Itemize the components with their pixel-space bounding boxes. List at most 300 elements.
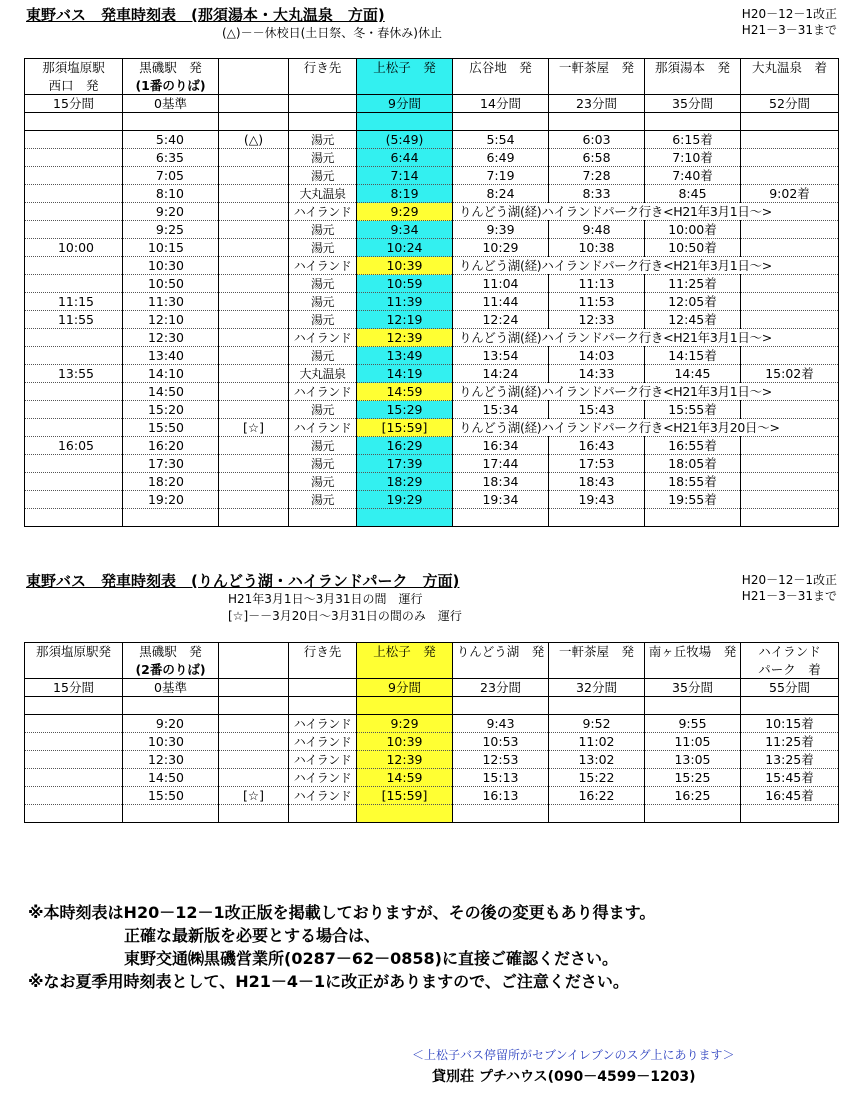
table-cell: 10:59 (357, 275, 453, 293)
column-header: (2番のりば) (123, 660, 219, 679)
table-cell: ハイランド (289, 203, 357, 221)
table-cell: 18:20 (123, 473, 219, 491)
table-cell (219, 293, 289, 311)
table-row (25, 401, 839, 419)
column-header: 上松子 発 (357, 643, 453, 661)
table-cell (741, 311, 839, 329)
table-cell: 15:13 (453, 769, 549, 787)
table-cell (219, 329, 289, 347)
table-cell: 16:13 (453, 787, 549, 805)
spacer-row (25, 805, 839, 823)
table-cell (741, 697, 839, 715)
column-header (357, 76, 453, 95)
table-cell: 16:20 (123, 437, 219, 455)
table-cell (357, 113, 453, 131)
table-cell (741, 113, 839, 131)
table-cell: 16:29 (357, 437, 453, 455)
table-cell (741, 437, 839, 455)
table-cell: 11:25着 (645, 275, 741, 293)
table-cell (219, 455, 289, 473)
offset-cell: 0基準 (123, 95, 219, 113)
table-cell (25, 733, 123, 751)
table-cell: 大丸温泉 (289, 365, 357, 383)
column-header: ハイランド (741, 643, 839, 661)
table-row (25, 491, 839, 509)
table-cell: 11:15 (25, 293, 123, 311)
table-cell (25, 491, 123, 509)
table-cell: 湯元 (289, 149, 357, 167)
table-cell: 10:30 (123, 733, 219, 751)
offset-row (25, 679, 839, 697)
offset-cell: 52分間 (741, 95, 839, 113)
table-cell: 9:25 (123, 221, 219, 239)
column-header: (1番のりば) (123, 76, 219, 95)
table-cell: 湯元 (289, 293, 357, 311)
column-header: パーク 着 (741, 660, 839, 679)
section1-revision (742, 6, 837, 38)
table-cell (25, 473, 123, 491)
table-cell (453, 509, 549, 527)
table-cell (25, 149, 123, 167)
column-header (357, 660, 453, 679)
table-cell (741, 473, 839, 491)
column-header (289, 76, 357, 95)
table-cell: ハイランド (289, 715, 357, 733)
table-cell (357, 697, 453, 715)
table-cell: 湯元 (289, 239, 357, 257)
table-cell: [☆] (219, 419, 289, 437)
offset-cell: 9分間 (357, 679, 453, 697)
table-row (25, 751, 839, 769)
table-cell: ハイランド (289, 257, 357, 275)
column-header: 上松子 発 (357, 59, 453, 77)
column-header: 西口 発 (25, 76, 123, 95)
table-cell (741, 239, 839, 257)
table-cell (453, 805, 549, 823)
table-cell: 8:33 (549, 185, 645, 203)
table-cell: 11:30 (123, 293, 219, 311)
table-cell (357, 805, 453, 823)
table-cell (25, 347, 123, 365)
route-note: りんどう湖(経)ハイランドパーク行き<H21年3月1日～> (453, 329, 839, 347)
table-row (25, 455, 839, 473)
table-cell: 16:05 (25, 437, 123, 455)
table-cell: 9:52 (549, 715, 645, 733)
table-cell (289, 805, 357, 823)
table-cell: 16:55着 (645, 437, 741, 455)
table-cell: 16:45着 (741, 787, 839, 805)
table-cell: 10:39 (357, 257, 453, 275)
column-header (219, 76, 289, 95)
table-cell (219, 697, 289, 715)
offset-cell: 35分間 (645, 95, 741, 113)
table-cell: 19:20 (123, 491, 219, 509)
table-cell (25, 697, 123, 715)
table-cell: 10:30 (123, 257, 219, 275)
column-header (453, 660, 549, 679)
table-cell (549, 113, 645, 131)
table-row (25, 275, 839, 293)
table-cell: 6:49 (453, 149, 549, 167)
table-cell: 15:43 (549, 401, 645, 419)
table-cell (25, 113, 123, 131)
table-cell: 6:35 (123, 149, 219, 167)
offset-cell: 35分間 (645, 679, 741, 697)
table-cell: 13:25着 (741, 751, 839, 769)
column-header (219, 643, 289, 661)
section1-title: 東野バス 発車時刻表 (那須湯本・大丸温泉 方面) (26, 6, 385, 24)
table-cell: 9:34 (357, 221, 453, 239)
table-cell: 湯元 (289, 221, 357, 239)
table-cell: 7:19 (453, 167, 549, 185)
table-cell: 12:53 (453, 751, 549, 769)
offset-cell (219, 95, 289, 113)
table-cell (549, 697, 645, 715)
table-cell: 13:05 (645, 751, 741, 769)
table-cell: 9:29 (357, 203, 453, 221)
column-header: 一軒茶屋 発 (549, 643, 645, 661)
table-cell (123, 697, 219, 715)
column-header: りんどう湖 発 (453, 643, 549, 661)
table-cell (645, 697, 741, 715)
table-cell (25, 131, 123, 149)
table-row (25, 437, 839, 455)
table-cell (25, 787, 123, 805)
table-cell (219, 805, 289, 823)
table-cell: 13:54 (453, 347, 549, 365)
table-cell: 10:00着 (645, 221, 741, 239)
table-cell (219, 239, 289, 257)
table-cell: 14:24 (453, 365, 549, 383)
offset-cell: 9分間 (357, 95, 453, 113)
table-cell: 9:20 (123, 203, 219, 221)
table-cell: 6:58 (549, 149, 645, 167)
table-cell (741, 347, 839, 365)
table-cell (741, 167, 839, 185)
table-cell: 19:29 (357, 491, 453, 509)
table-row (25, 203, 839, 221)
column-header (549, 76, 645, 95)
table-cell: 15:50 (123, 787, 219, 805)
table-cell: 湯元 (289, 167, 357, 185)
table-cell: 15:45着 (741, 769, 839, 787)
column-header: 行き先 (289, 59, 357, 77)
table-cell: 11:05 (645, 733, 741, 751)
table-cell: 8:10 (123, 185, 219, 203)
section2-revision (742, 572, 837, 604)
table-cell: 18:34 (453, 473, 549, 491)
table-row (25, 715, 839, 733)
table-cell: ハイランド (289, 787, 357, 805)
table-cell: 8:24 (453, 185, 549, 203)
table-cell: 14:10 (123, 365, 219, 383)
table-cell: 10:50着 (645, 239, 741, 257)
table-cell (741, 509, 839, 527)
table-cell (219, 275, 289, 293)
table-cell: 12:33 (549, 311, 645, 329)
table-cell: 6:15着 (645, 131, 741, 149)
table-cell: (5:49) (357, 131, 453, 149)
table-cell: 12:30 (123, 751, 219, 769)
table-cell (741, 805, 839, 823)
table-cell (219, 473, 289, 491)
valid-until: H21－3－31まで (741, 589, 837, 603)
table-row (25, 329, 839, 347)
table-cell: 15:20 (123, 401, 219, 419)
table-cell: 15:50 (123, 419, 219, 437)
table-cell: ハイランド (289, 383, 357, 401)
table-cell: 15:55着 (645, 401, 741, 419)
table-row (25, 221, 839, 239)
table-cell: 湯元 (289, 437, 357, 455)
column-header (25, 660, 123, 679)
table-cell: 13:49 (357, 347, 453, 365)
column-header: 大丸温泉 着 (741, 59, 839, 77)
table-cell: 10:53 (453, 733, 549, 751)
table-cell: 16:43 (549, 437, 645, 455)
table-cell (741, 221, 839, 239)
table-cell (219, 401, 289, 419)
column-header (219, 660, 289, 679)
table-row (25, 149, 839, 167)
footer-note-1: ※本時刻表はH20－12－1改正版を掲載しておりますが、その後の変更もあり得ます。 (28, 903, 656, 922)
table-row (25, 311, 839, 329)
column-header: 黒磯駅 発 (123, 643, 219, 661)
section2-note-1: H21年3月1日～3月31日の間 運行 (228, 592, 423, 606)
table-cell (25, 203, 123, 221)
offset-cell: 15分間 (25, 95, 123, 113)
spacer-row (25, 509, 839, 527)
offset-cell: 14分間 (453, 95, 549, 113)
table-row (25, 293, 839, 311)
table-cell (219, 365, 289, 383)
table-cell: ハイランド (289, 751, 357, 769)
table-cell (289, 113, 357, 131)
table-cell: 8:45 (645, 185, 741, 203)
table-cell (25, 419, 123, 437)
shop-contact (432, 1066, 696, 1086)
table-cell: 11:13 (549, 275, 645, 293)
table-cell: 9:39 (453, 221, 549, 239)
table-cell (219, 347, 289, 365)
timetable-1 (24, 58, 839, 527)
route-note: りんどう湖(経)ハイランドパーク行き<H21年3月20日～> (453, 419, 839, 437)
footer-note-3: 東野交通㈱黒磯営業所(0287－62－0858)に直接ご確認ください。 (124, 949, 618, 968)
table-cell (219, 203, 289, 221)
table-cell: 13:40 (123, 347, 219, 365)
table-cell (219, 491, 289, 509)
table-cell (219, 751, 289, 769)
table-cell (25, 275, 123, 293)
route-note: りんどう湖(経)ハイランドパーク行き<H21年3月1日～> (453, 257, 839, 275)
table-cell: 19:34 (453, 491, 549, 509)
table-cell (453, 113, 549, 131)
column-header (453, 76, 549, 95)
table-cell: 湯元 (289, 311, 357, 329)
table-cell: 湯元 (289, 455, 357, 473)
table-cell: ハイランド (289, 329, 357, 347)
table-cell: 湯元 (289, 131, 357, 149)
table-cell (25, 401, 123, 419)
table-cell: 9:20 (123, 715, 219, 733)
table-cell: 12:19 (357, 311, 453, 329)
column-header (549, 660, 645, 679)
table-cell: 7:14 (357, 167, 453, 185)
table-cell: 12:30 (123, 329, 219, 347)
table-cell: 5:40 (123, 131, 219, 149)
table-cell (219, 113, 289, 131)
table-cell: 14:59 (357, 769, 453, 787)
table-cell (219, 383, 289, 401)
table-row (25, 347, 839, 365)
table-cell (219, 149, 289, 167)
table-cell (25, 769, 123, 787)
table-cell (741, 131, 839, 149)
table-cell: 9:55 (645, 715, 741, 733)
table-cell: 6:03 (549, 131, 645, 149)
offset-cell: 23分間 (453, 679, 549, 697)
offset-cell: 15分間 (25, 679, 123, 697)
header-row-2 (25, 660, 839, 679)
timetable-2 (24, 642, 839, 823)
table-cell: 12:05着 (645, 293, 741, 311)
table-cell: 湯元 (289, 275, 357, 293)
table-cell: 14:59 (357, 383, 453, 401)
table-cell: 15:25 (645, 769, 741, 787)
table-cell: 14:15着 (645, 347, 741, 365)
table-cell: 10:15着 (741, 715, 839, 733)
table-cell (219, 185, 289, 203)
table-cell: 11:04 (453, 275, 549, 293)
table-cell (25, 751, 123, 769)
table-cell (219, 733, 289, 751)
table-cell: 7:28 (549, 167, 645, 185)
table-cell: 11:25着 (741, 733, 839, 751)
table-cell (219, 167, 289, 185)
bus-stop-note: ＜上松子バス停留所がセブンイレブンのスグ上にあります＞ (412, 1048, 735, 1062)
table-cell: ハイランド (289, 419, 357, 437)
table-cell: 8:19 (357, 185, 453, 203)
table-cell (25, 715, 123, 733)
table-cell: 13:02 (549, 751, 645, 769)
table-cell (219, 715, 289, 733)
column-header: 黒磯駅 発 (123, 59, 219, 77)
table-cell (25, 167, 123, 185)
table-cell: 11:53 (549, 293, 645, 311)
revision-date: H20－12－1改正 (741, 7, 837, 21)
table-cell (741, 293, 839, 311)
table-cell: [15:59] (357, 419, 453, 437)
table-cell: 10:29 (453, 239, 549, 257)
table-cell: 14:19 (357, 365, 453, 383)
table-row (25, 131, 839, 149)
table-cell (289, 509, 357, 527)
column-header: 一軒茶屋 発 (549, 59, 645, 77)
column-header: 那須湯本 発 (645, 59, 741, 77)
table-cell (25, 257, 123, 275)
table-cell: 10:50 (123, 275, 219, 293)
column-header (219, 59, 289, 77)
footer-note-4: ※なお夏季用時刻表として、H21－4－1に改正がありますので、ご注意ください。 (28, 972, 629, 991)
table-cell: 9:48 (549, 221, 645, 239)
table-cell: 6:44 (357, 149, 453, 167)
table-cell: 17:44 (453, 455, 549, 473)
table-cell: 14:33 (549, 365, 645, 383)
table-cell (219, 257, 289, 275)
table-cell (741, 149, 839, 167)
table-cell (645, 509, 741, 527)
route-note: りんどう湖(経)ハイランドパーク行き<H21年3月1日～> (453, 203, 839, 221)
header-row-2 (25, 76, 839, 95)
table-row (25, 733, 839, 751)
table-cell: 10:39 (357, 733, 453, 751)
column-header: 那須塩原駅発 (25, 643, 123, 661)
offset-row (25, 95, 839, 113)
table-cell: 湯元 (289, 347, 357, 365)
table-cell (25, 329, 123, 347)
table-cell: 湯元 (289, 401, 357, 419)
table-cell: 14:50 (123, 383, 219, 401)
table-cell (549, 509, 645, 527)
table-row (25, 365, 839, 383)
table-cell (741, 491, 839, 509)
table-cell: 12:39 (357, 751, 453, 769)
table-cell: 15:02着 (741, 365, 839, 383)
table-cell: 16:25 (645, 787, 741, 805)
column-header (741, 76, 839, 95)
table-cell: [☆] (219, 787, 289, 805)
spacer-row (25, 697, 839, 715)
table-cell (25, 383, 123, 401)
table-cell: 湯元 (289, 491, 357, 509)
valid-until: H21－3－31まで (741, 23, 837, 37)
table-cell: 湯元 (289, 473, 357, 491)
spacer-row (25, 113, 839, 131)
table-cell: 14:45 (645, 365, 741, 383)
table-cell: 17:53 (549, 455, 645, 473)
table-cell: 18:43 (549, 473, 645, 491)
table-cell: 13:55 (25, 365, 123, 383)
table-cell: ハイランド (289, 769, 357, 787)
table-cell: 12:24 (453, 311, 549, 329)
table-row (25, 185, 839, 203)
table-cell (645, 113, 741, 131)
table-cell: 19:43 (549, 491, 645, 509)
column-header (289, 660, 357, 679)
footer-note-2: 正確な最新版を必要とする場合は、 (124, 926, 381, 945)
table-cell: 14:50 (123, 769, 219, 787)
table-cell (123, 113, 219, 131)
section2-title: 東野バス 発車時刻表 (りんどう湖・ハイランドパーク 方面) (26, 572, 460, 590)
table-cell (219, 769, 289, 787)
table-cell: 10:15 (123, 239, 219, 257)
table-cell: 15:22 (549, 769, 645, 787)
table-cell (357, 509, 453, 527)
table-cell: 10:24 (357, 239, 453, 257)
column-header: 那須塩原駅 (25, 59, 123, 77)
column-header (645, 660, 741, 679)
table-cell: 7:40着 (645, 167, 741, 185)
table-cell: 12:39 (357, 329, 453, 347)
table-cell: 12:45着 (645, 311, 741, 329)
table-cell: 16:34 (453, 437, 549, 455)
table-row (25, 769, 839, 787)
table-cell (741, 455, 839, 473)
offset-cell: 55分間 (741, 679, 839, 697)
offset-cell: 32分間 (549, 679, 645, 697)
table-cell: 19:55着 (645, 491, 741, 509)
table-cell (289, 697, 357, 715)
